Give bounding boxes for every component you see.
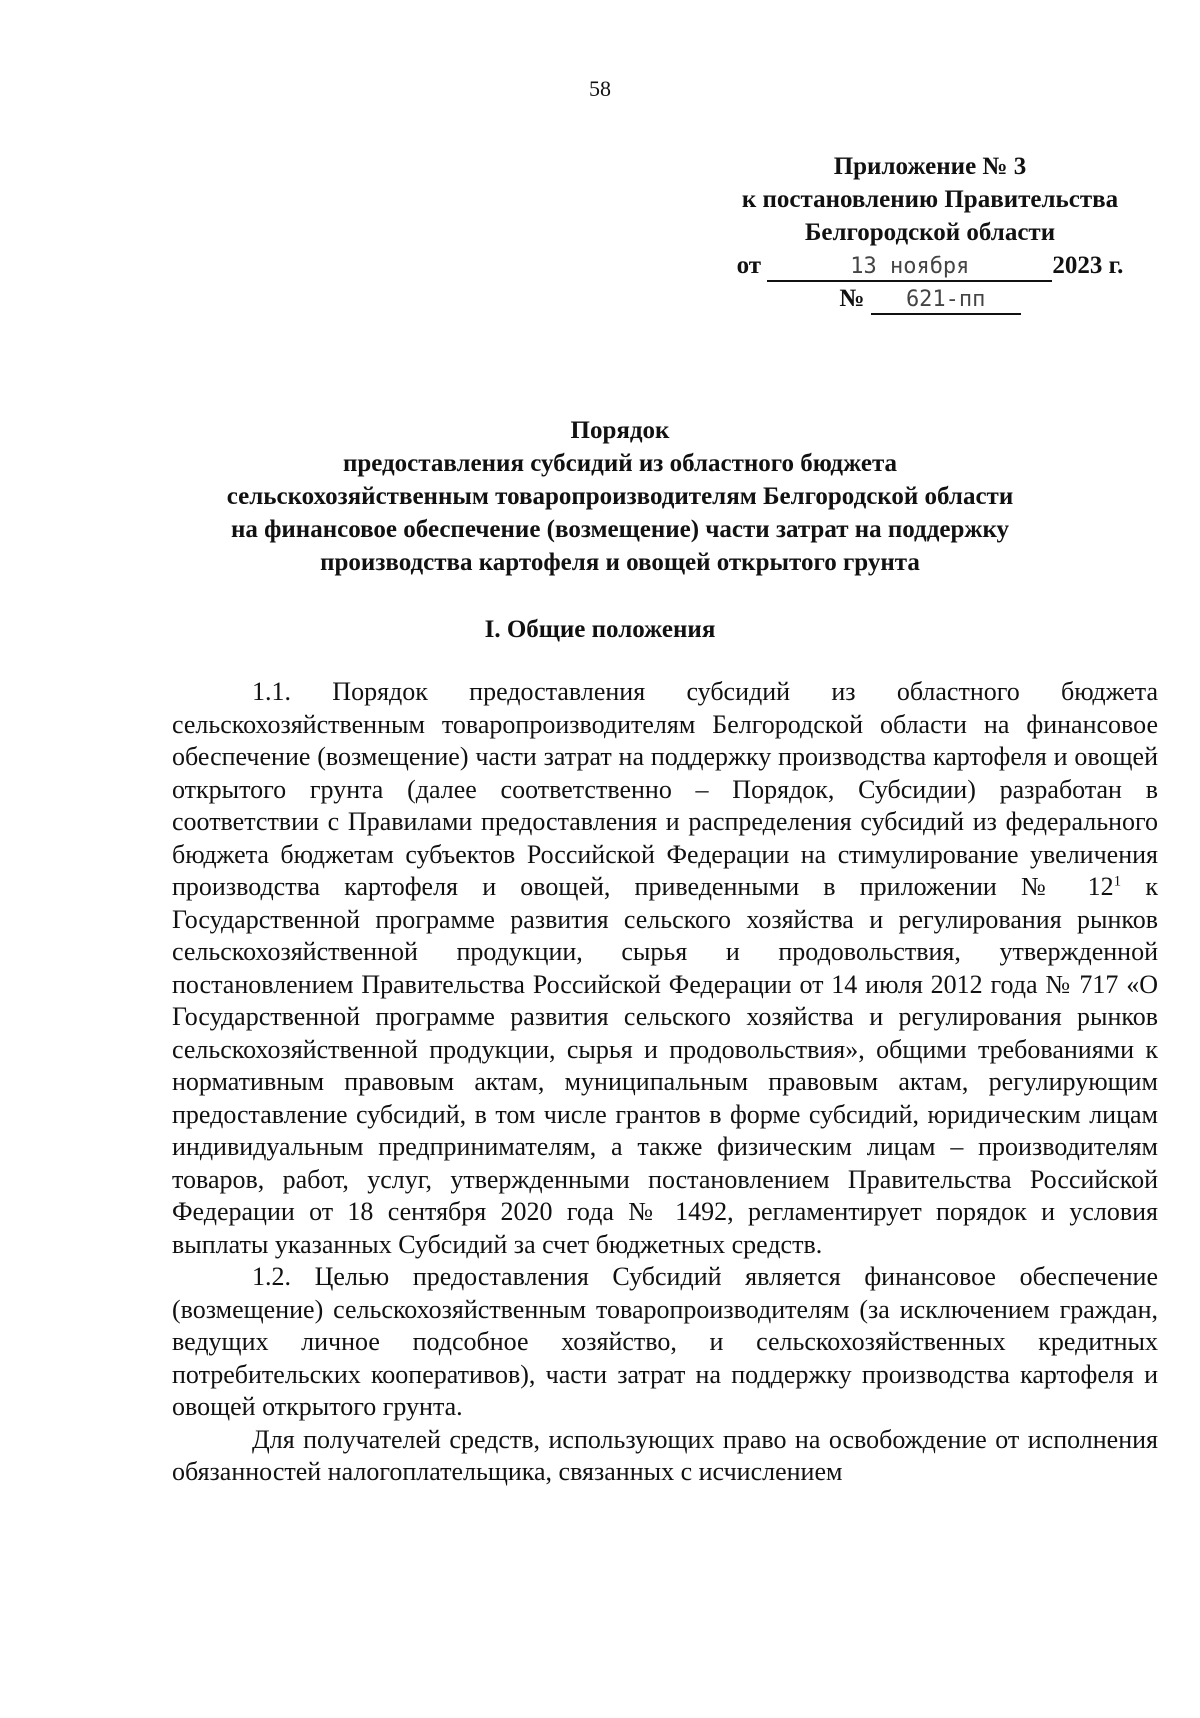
- title-line-4: на финансовое обеспечение (возмещение) части затрат на поддержку: [230, 516, 1010, 543]
- title-line-3: сельскохозяйственным товаропроизводителям Белгородской области: [226, 483, 1014, 510]
- paragraph-1-1-text: 1.1. Порядок предоставления субсидий из областного бюджета сельскохозяйственным товаропроизводителям Белгородской области на финансовое обеспечение (возмещение) части затрат на поддержку производства картофеля и овощей открытого грунта (далее соответственно – Порядок, Субсидии) разработан в соответствии с Правилами предоставления и распределения субсидий из федерального бюджета бюджетам субъектов Российской Федерации на стимулирование увеличения производства картофеля и овощей, приведенными в приложении № 12: [172, 677, 1158, 901]
- appendix-number-line: [700, 282, 1160, 315]
- paragraph-1-1: [172, 676, 1158, 1261]
- date-field: 13 ноября: [767, 254, 1052, 282]
- document-title: [170, 414, 1070, 579]
- appendix-line-region: Белгородской области: [804, 219, 1056, 246]
- footnote-superscript: 1: [1113, 873, 1122, 890]
- number-prefix: №: [839, 285, 865, 312]
- paragraph-3: Для получателей средств, использующих право на освобождение от исполнения обязанностей налогоплательщика, связанных с исчислением: [172, 1424, 1158, 1486]
- paragraph-1-1-text-cont: к Государственной программе развития сельского хозяйства и регулирования рынков сельскохозяйственной продукции, сырья и продовольствия, утвержденной постановлением Правительства Российской Федерации от 14 июля 2012 года № 717 «О Государственной программе развития сельского хозяйства и регулирования рынков сельскохозяйственной продукции, сырья и продовольствия», общими требованиями к нормативным правовым актам, муниципальным правовым актам, регулирующим предоставление субсидий, в том числе грантов в форме субсидий, юридическим лицам индивидуальным предпринимателям, а также физическим лицам – производителям товаров, работ, услуг, утвержденными постановлением Правительства Российской Федерации от 18 сентября 2020 года № 1492, регламентирует порядок и условия выплаты указанных Субсидий за счет бюджетных средств.: [172, 872, 1158, 1259]
- appendix-date-line: [700, 249, 1160, 282]
- appendix-title: Приложение № 3: [833, 153, 1027, 180]
- title-line-5: производства картофеля и овощей открытого грунта: [320, 549, 920, 576]
- number-field: 621-пп: [871, 287, 1021, 315]
- appendix-line-resolution: к постановлению Правительства: [741, 186, 1119, 213]
- page-number: 58: [589, 76, 611, 101]
- paragraph-1-2: 1.2. Целью предоставления Субсидий является финансовое обеспечение (возмещение) сельскохозяйственным товаропроизводителям (за исключением граждан, ведущих личное подсобное хозяйство, и сельскохозяйственных кредитных потребительских кооперативов), части затрат на поддержку производства картофеля и овощей открытого грунта.: [172, 1262, 1158, 1421]
- title-line-2: предоставления субсидий из областного бюджета: [342, 450, 898, 477]
- date-prefix: от: [736, 252, 762, 279]
- appendix-block: [700, 150, 1160, 315]
- title-line-1: Порядок: [570, 417, 670, 444]
- date-suffix: 2023 г.: [1052, 252, 1124, 279]
- document-body: [172, 676, 1158, 1489]
- section-heading: I. Общие положения: [484, 616, 716, 643]
